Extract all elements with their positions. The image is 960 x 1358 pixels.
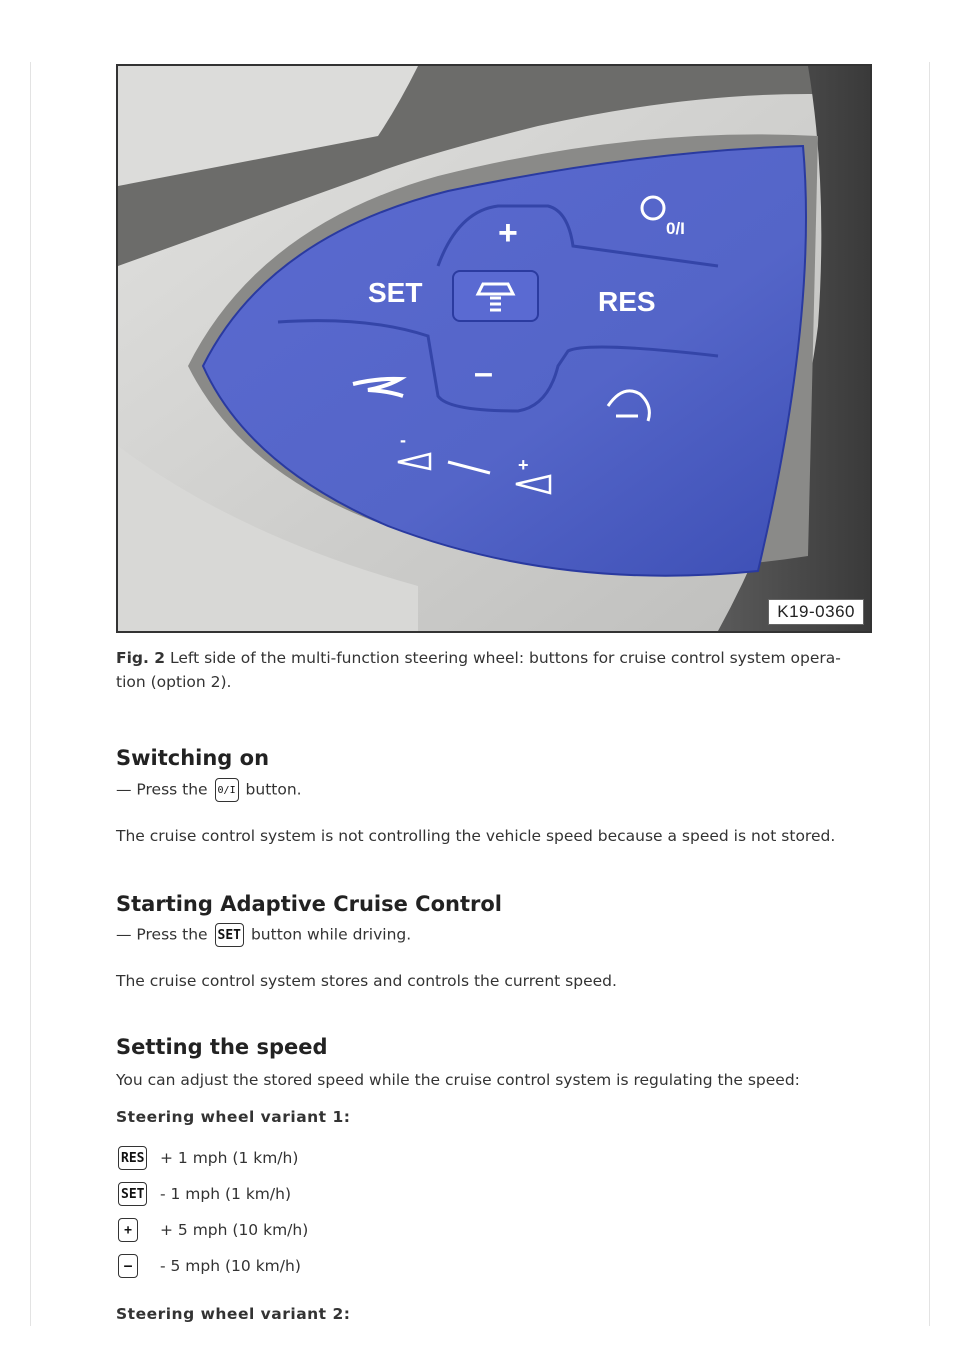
- steering-wheel-figure: [116, 64, 872, 633]
- list-item-desc: + 1 mph (1 km/h): [160, 1149, 299, 1167]
- step-suffix: button while driving.: [250, 925, 412, 944]
- plus-button[interactable]: [498, 214, 518, 252]
- figure-code: K19-0360: [768, 599, 864, 625]
- steering-wheel-illustration: [118, 66, 870, 631]
- svg-text:–: –: [474, 354, 493, 392]
- list-item-desc: - 5 mph (10 km/h): [160, 1257, 301, 1275]
- switching-on-step: [116, 778, 302, 802]
- page-margin-rule-left: [30, 62, 31, 1326]
- svg-text:SET: SET: [368, 277, 423, 308]
- onoff-key-icon: 0/I: [215, 778, 239, 802]
- svg-text:+: +: [498, 214, 518, 252]
- starting-note: The cruise control system stores and controls the current speed.: [116, 972, 617, 990]
- figure-caption-text: Left side of the multi-function steering wheel: buttons for cruise control system opera-tion (option 2).: [116, 649, 841, 691]
- setting-intro: You can adjust the stored speed while the cruise control system is regulating the speed:: [116, 1071, 800, 1089]
- mode-button[interactable]: [453, 271, 538, 321]
- list-item-desc: - 1 mph (1 km/h): [160, 1185, 292, 1203]
- list-item-desc: + 5 mph (10 km/h): [160, 1221, 309, 1239]
- svg-text:-: -: [400, 430, 406, 450]
- set-key-icon: SET: [215, 923, 244, 947]
- switching-on-note: The cruise control system is not controlling the vehicle speed because a speed is not stored.: [116, 827, 836, 845]
- res-key-icon: RES: [118, 1146, 147, 1170]
- step-prefix: — Press the: [116, 925, 208, 944]
- heading-setting-speed: Setting the speed: [116, 1035, 328, 1059]
- minus-button[interactable]: [474, 354, 493, 392]
- svg-text:RES: RES: [598, 286, 656, 317]
- plus-key-icon: +: [118, 1218, 138, 1242]
- figure-label: Fig. 2: [116, 649, 166, 667]
- variant2-label: Steering wheel variant 2:: [116, 1305, 351, 1323]
- starting-step: [116, 923, 411, 947]
- figure-caption: [116, 646, 856, 694]
- heading-starting-acc: Starting Adaptive Cruise Control: [116, 892, 502, 916]
- mode-button-frame: [453, 271, 538, 321]
- page-margin-rule-right: [929, 62, 930, 1326]
- svg-text:+: +: [518, 455, 529, 475]
- step-suffix: button.: [245, 780, 302, 799]
- variant1-label: Steering wheel variant 1:: [116, 1108, 351, 1126]
- svg-text:0/I: 0/I: [666, 219, 685, 238]
- step-prefix: — Press the: [116, 780, 208, 799]
- res-button[interactable]: [598, 286, 656, 317]
- minus-key-icon: –: [118, 1254, 138, 1278]
- set-key-icon: SET: [118, 1182, 147, 1206]
- heading-switching-on: Switching on: [116, 746, 270, 770]
- set-button[interactable]: [368, 277, 422, 308]
